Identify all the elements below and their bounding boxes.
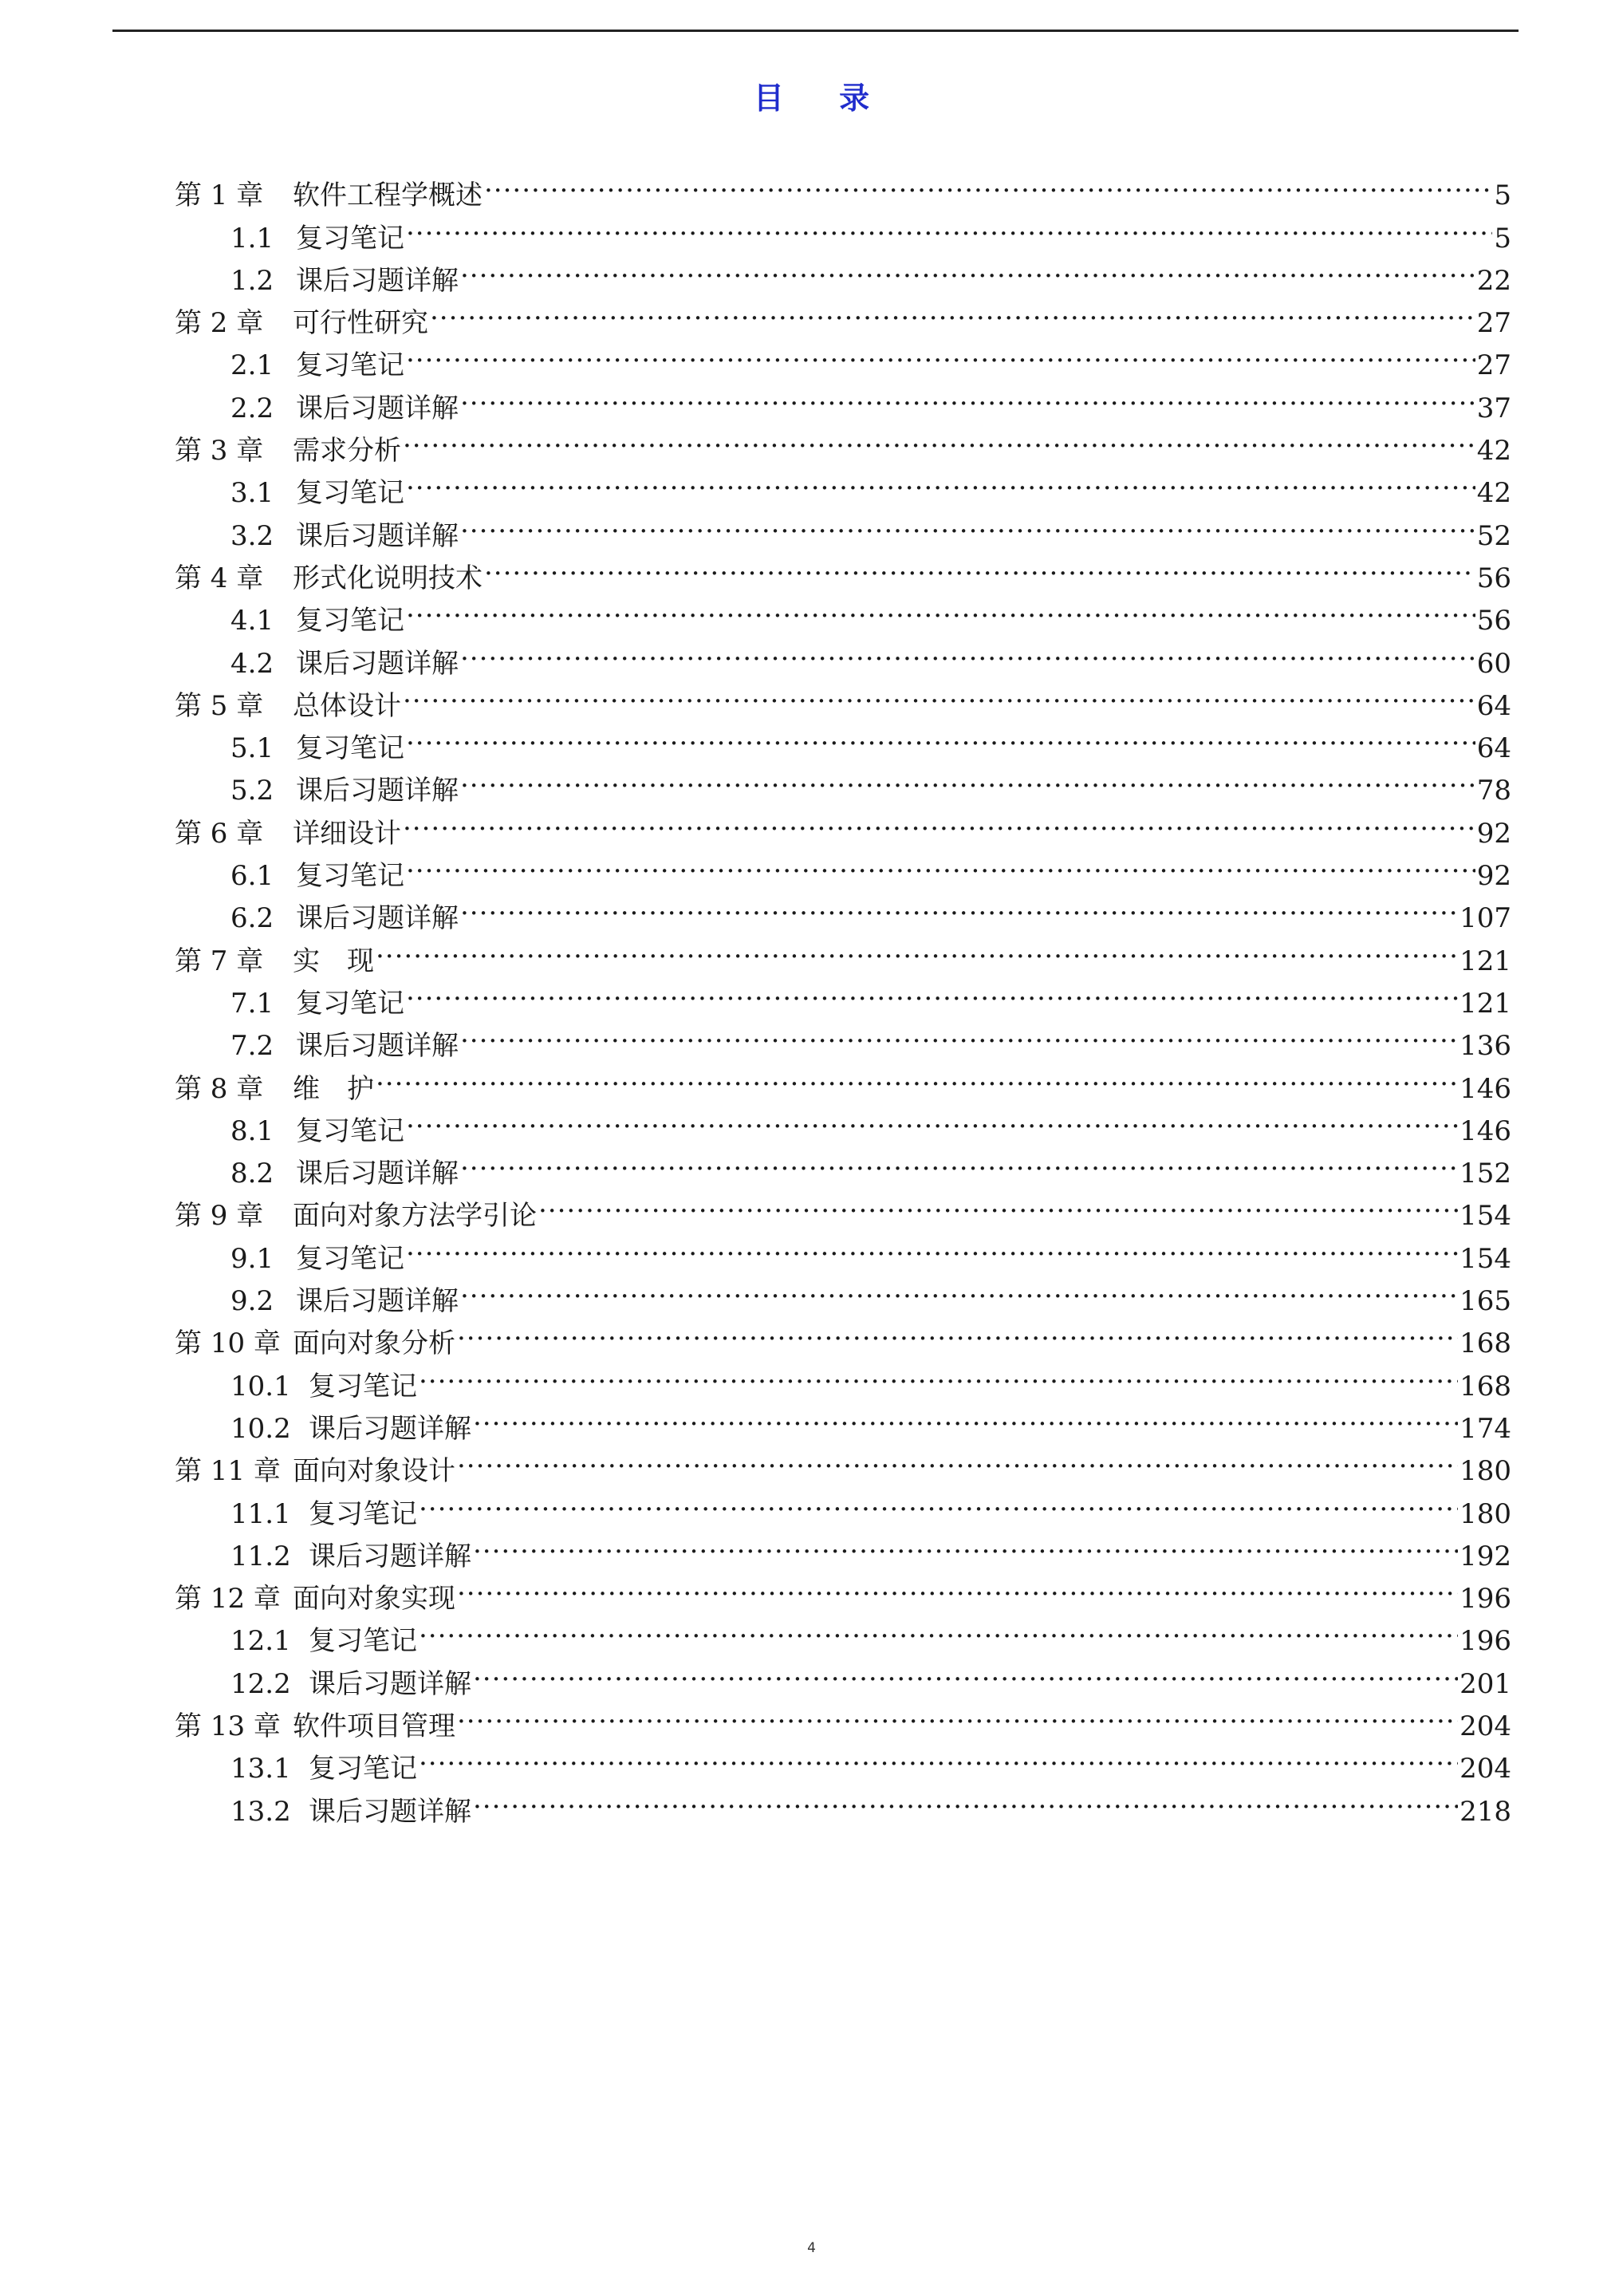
- toc-page-number: 146: [1460, 1072, 1511, 1105]
- section-title: 课后习题详解: [296, 775, 459, 807]
- section-title: 课后习题详解: [296, 392, 459, 424]
- section-number: 11.1: [230, 1497, 291, 1530]
- dot-leader: [406, 1098, 1458, 1140]
- dot-leader: [403, 799, 1475, 842]
- dot-leader: [376, 927, 1458, 969]
- dot-leader: [460, 1012, 1458, 1055]
- chapter-title: 软件项目管理: [293, 1710, 455, 1742]
- chapter-title: 软件工程学概述: [293, 179, 483, 212]
- chapter-number: 第 4 章: [175, 562, 264, 594]
- toc-chapter-entry[interactable]: [175, 1055, 1511, 1105]
- dot-leader: [460, 885, 1458, 927]
- dot-leader: [419, 1608, 1458, 1650]
- toc-page-number: 56: [1476, 562, 1511, 594]
- section-title: 课后习题详解: [309, 1795, 471, 1828]
- toc-page-number: 154: [1460, 1200, 1511, 1233]
- toc-page-number: 168: [1460, 1327, 1511, 1360]
- dot-leader: [484, 162, 1492, 204]
- toc-page-number: 22: [1476, 264, 1511, 297]
- section-title: 复习笔记: [309, 1497, 417, 1530]
- dot-leader: [460, 1268, 1458, 1310]
- chapter-title: 详细设计: [293, 817, 401, 850]
- section-number: 5.2: [230, 775, 274, 807]
- dot-leader: [406, 460, 1475, 502]
- dot-leader: [457, 1438, 1458, 1480]
- dot-leader: [406, 332, 1475, 374]
- dot-leader: [473, 1650, 1458, 1692]
- section-number: 8.1: [230, 1114, 274, 1147]
- chapter-number: 第 12 章: [175, 1583, 281, 1615]
- dot-leader: [406, 204, 1492, 247]
- dot-leader: [406, 970, 1458, 1012]
- section-number: 1.1: [230, 222, 274, 254]
- section-number: 2.2: [230, 392, 274, 424]
- section-title: 复习笔记: [309, 1370, 417, 1402]
- chapter-title: 面向对象设计: [293, 1455, 455, 1488]
- toc-page-number: 60: [1476, 647, 1511, 680]
- toc-page-number: 92: [1476, 860, 1511, 893]
- chapter-title: 形式化说明技术: [293, 562, 483, 594]
- dot-leader: [419, 1352, 1458, 1395]
- section-number: 9.2: [230, 1285, 274, 1318]
- dot-leader: [457, 1565, 1458, 1608]
- chapter-number: 第 11 章: [175, 1455, 281, 1488]
- toc-section-entry[interactable]: [175, 1098, 1511, 1147]
- toc-section-entry[interactable]: [175, 970, 1511, 1020]
- chapter-number: 第 2 章: [175, 307, 264, 340]
- chapter-title: 面向对象实现: [293, 1583, 455, 1615]
- toc-page-number: 5: [1494, 222, 1511, 254]
- section-title: 复习笔记: [296, 732, 404, 765]
- section-title: 复习笔记: [296, 1114, 404, 1147]
- dot-leader: [406, 1225, 1458, 1267]
- section-number: 13.1: [230, 1753, 291, 1785]
- chapter-number: 第 3 章: [175, 435, 264, 467]
- dot-leader: [403, 673, 1475, 715]
- section-title: 复习笔记: [296, 222, 404, 254]
- section-title: 复习笔记: [296, 477, 404, 510]
- dot-leader: [460, 374, 1475, 416]
- chapter-number: 第 5 章: [175, 689, 264, 722]
- section-title: 课后习题详解: [296, 519, 459, 552]
- toc-title: 目 录: [753, 81, 892, 116]
- toc-page-number: 204: [1460, 1753, 1511, 1785]
- dot-leader: [403, 417, 1475, 460]
- dot-leader: [460, 1140, 1458, 1182]
- section-number: 8.2: [230, 1158, 274, 1190]
- dot-leader: [473, 1523, 1458, 1565]
- chapter-title: 总体设计: [293, 689, 401, 722]
- section-number: 3.1: [230, 477, 274, 510]
- section-number: 12.2: [230, 1667, 291, 1700]
- section-number: 4.2: [230, 647, 274, 680]
- section-number: 7.1: [230, 987, 274, 1020]
- toc-page-number: 27: [1476, 349, 1511, 382]
- toc-page-number: 196: [1460, 1625, 1511, 1658]
- dot-leader: [419, 1480, 1458, 1522]
- chapter-title: 维 护: [293, 1072, 374, 1105]
- dot-leader: [457, 1310, 1458, 1352]
- section-title: 复习笔记: [309, 1625, 417, 1658]
- section-number: 1.2: [230, 264, 274, 297]
- toc-page-number: 92: [1476, 817, 1511, 850]
- toc-page-number: 196: [1460, 1583, 1511, 1615]
- toc-page-number: 5: [1494, 179, 1511, 212]
- toc-page-number: 136: [1460, 1030, 1511, 1063]
- toc-page-number: 180: [1460, 1455, 1511, 1488]
- toc-page-number: 165: [1460, 1285, 1511, 1318]
- toc-page-number: 27: [1476, 307, 1511, 340]
- chapter-number: 第 10 章: [175, 1327, 281, 1360]
- section-number: 7.2: [230, 1030, 274, 1063]
- dot-leader: [538, 1182, 1458, 1225]
- section-title: 课后习题详解: [296, 1030, 459, 1063]
- dot-leader: [406, 715, 1475, 757]
- section-number: 9.1: [230, 1242, 274, 1275]
- toc-page-number: 201: [1460, 1667, 1511, 1700]
- dot-leader: [430, 290, 1475, 332]
- dot-leader: [457, 1693, 1458, 1735]
- section-title: 课后习题详解: [296, 1158, 459, 1190]
- section-number: 12.1: [230, 1625, 291, 1658]
- section-title: 课后习题详解: [296, 647, 459, 680]
- toc-chapter-entry[interactable]: [175, 927, 1511, 977]
- section-title: 课后习题详解: [296, 264, 459, 297]
- dot-leader: [406, 842, 1475, 885]
- dot-leader: [460, 629, 1475, 672]
- toc-page-number: 146: [1460, 1114, 1511, 1147]
- toc-page-number: 64: [1476, 689, 1511, 722]
- dot-leader: [473, 1395, 1458, 1438]
- toc-page-number: 192: [1460, 1540, 1511, 1572]
- chapter-number: 第 7 章: [175, 945, 264, 977]
- chapter-number: 第 8 章: [175, 1072, 264, 1105]
- section-title: 复习笔记: [296, 1242, 404, 1275]
- section-number: 3.2: [230, 519, 274, 552]
- section-title: 课后习题详解: [309, 1412, 471, 1445]
- toc-page-number: 37: [1476, 392, 1511, 424]
- toc-page-number: 168: [1460, 1370, 1511, 1402]
- page-number: 4: [807, 2240, 816, 2256]
- section-number: 13.2: [230, 1795, 291, 1828]
- section-title: 复习笔记: [296, 349, 404, 382]
- chapter-title: 面向对象分析: [293, 1327, 455, 1360]
- section-title: 复习笔记: [296, 987, 404, 1020]
- section-number: 6.2: [230, 902, 274, 935]
- section-title: 课后习题详解: [309, 1540, 471, 1572]
- section-number: 6.1: [230, 860, 274, 893]
- section-title: 复习笔记: [296, 605, 404, 637]
- toc-page-number: 174: [1460, 1412, 1511, 1445]
- chapter-number: 第 9 章: [175, 1200, 264, 1233]
- section-number: 10.1: [230, 1370, 291, 1402]
- toc-page-number: 56: [1476, 605, 1511, 637]
- toc-page-number: 218: [1460, 1795, 1511, 1828]
- dot-leader: [473, 1777, 1458, 1820]
- section-number: 10.2: [230, 1412, 291, 1445]
- chapter-number: 第 6 章: [175, 817, 264, 850]
- section-number: 11.2: [230, 1540, 291, 1572]
- toc-page-number: 204: [1460, 1710, 1511, 1742]
- toc-page-number: 42: [1476, 435, 1511, 467]
- toc-page-number: 152: [1460, 1158, 1511, 1190]
- dot-leader: [419, 1735, 1458, 1777]
- section-title: 课后习题详解: [309, 1667, 471, 1700]
- toc-page-number: 180: [1460, 1497, 1511, 1530]
- toc-page-number: 64: [1476, 732, 1511, 765]
- dot-leader: [460, 757, 1475, 799]
- toc-chapter-entry[interactable]: [175, 162, 1511, 212]
- toc-page-number: 121: [1460, 987, 1511, 1020]
- chapter-title: 实 现: [293, 945, 374, 977]
- dot-leader: [484, 545, 1475, 587]
- section-title: 课后习题详解: [296, 902, 459, 935]
- section-title: 课后习题详解: [296, 1285, 459, 1318]
- table-of-contents: [175, 162, 1511, 1828]
- dot-leader: [406, 587, 1475, 629]
- chapter-number: 第 13 章: [175, 1710, 281, 1742]
- dot-leader: [460, 247, 1475, 290]
- chapter-title: 需求分析: [293, 435, 401, 467]
- dot-leader: [376, 1055, 1458, 1097]
- section-number: 4.1: [230, 605, 274, 637]
- header-rule: [112, 30, 1519, 32]
- section-number: 5.1: [230, 732, 274, 765]
- section-title: 复习笔记: [296, 860, 404, 893]
- dot-leader: [460, 502, 1475, 544]
- section-title: 复习笔记: [309, 1753, 417, 1785]
- toc-page-number: 78: [1476, 775, 1511, 807]
- toc-page-number: 154: [1460, 1242, 1511, 1275]
- chapter-title: 可行性研究: [293, 307, 428, 340]
- toc-page-number: 121: [1460, 945, 1511, 977]
- chapter-title: 面向对象方法学引论: [293, 1200, 537, 1233]
- toc-page-number: 42: [1476, 477, 1511, 510]
- toc-page-number: 52: [1476, 519, 1511, 552]
- toc-page-number: 107: [1460, 902, 1511, 935]
- section-number: 2.1: [230, 349, 274, 382]
- chapter-number: 第 1 章: [175, 179, 264, 212]
